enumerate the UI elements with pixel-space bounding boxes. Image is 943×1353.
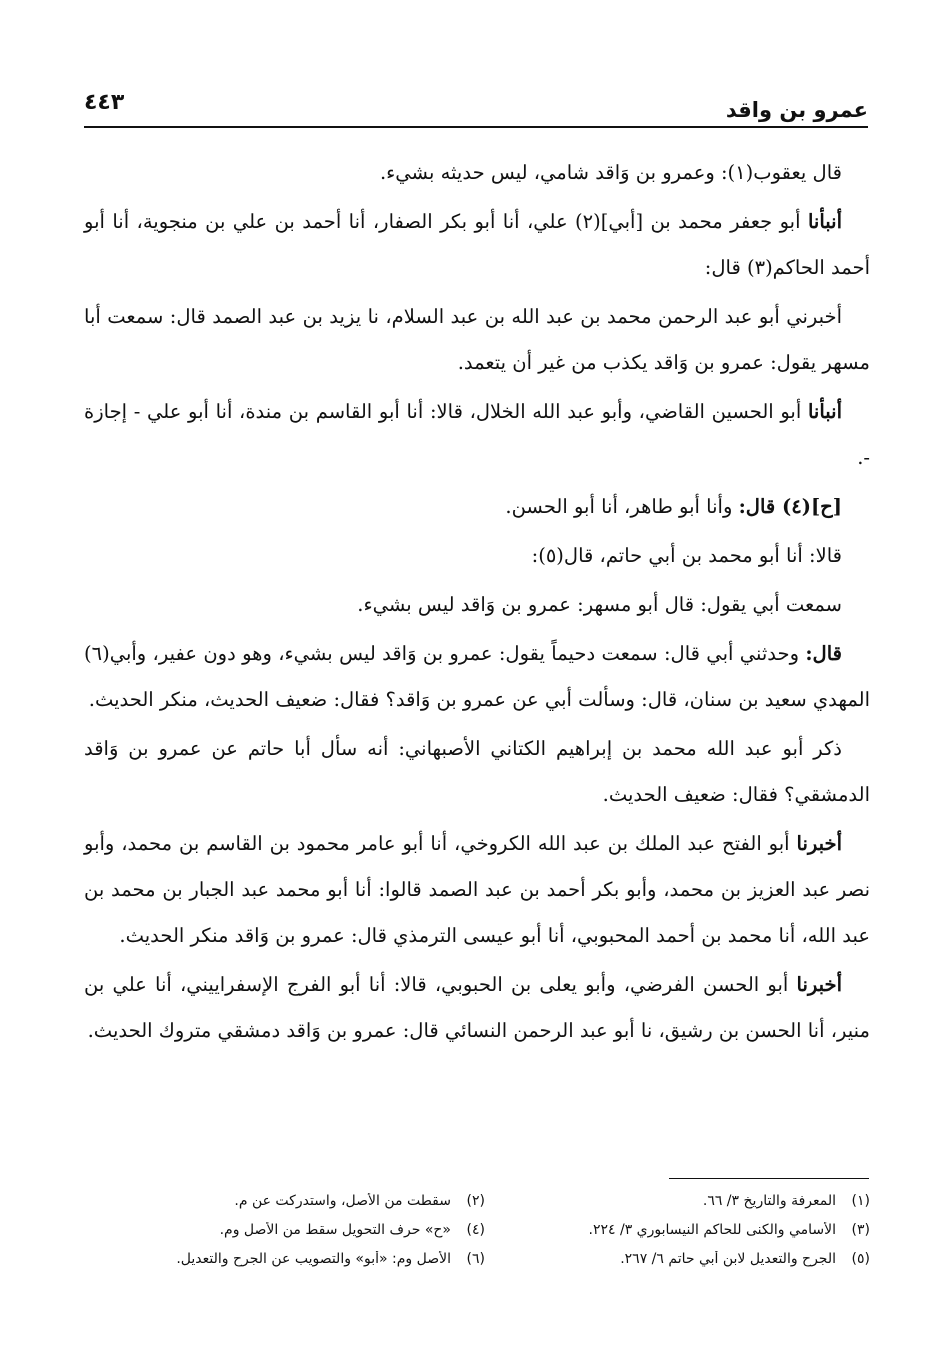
paragraph-text: سمعت أبي يقول: قال أبو مسهر: عمرو بن وَاقد ليس بشيء. (357, 593, 842, 616)
paragraph-text: أخبرني أبو عبد الرحمن محمد بن عبد الله بن عبد السلام، نا يزيد بن عبد الصمد قال: سمعت أبا مسهر يقول: عمرو بن وَاقد يكذب من غير أن يتعمد. (84, 305, 870, 374)
footnote-number: (٦) (466, 1250, 485, 1267)
paragraph (84, 631, 870, 723)
footnote (100, 1222, 485, 1238)
paragraph (84, 484, 870, 530)
paragraph (84, 962, 870, 1054)
paragraph (84, 199, 870, 291)
footnote-number: (١) (851, 1192, 870, 1209)
paragraph-lead: [ح](٤) قال: (738, 495, 842, 518)
footnote (485, 1193, 870, 1209)
paragraph (84, 582, 870, 628)
paragraph (84, 726, 870, 818)
footnote-text: «ح» حرف التحويل سقط من الأصل وم. (219, 1221, 451, 1238)
footnote-row (100, 1244, 870, 1273)
paragraph-text: أبو الحسن الفرضي، وأبو يعلى بن الحبوبي، قالا: أنا أبو الفرج الإسفراييني، أنا علي بن منير، أنا الحسن بن رشيق، نا أبو عبد الرحمن النسائي قال: عمرو بن وَاقد دمشقي متروك الحديث. (84, 973, 870, 1042)
paragraph-text: أبو جعفر محمد بن [أبي](٢) علي، أنا أبو بكر الصفار، أنا أحمد بن علي بن منجوية، أنا أبو أحمد الحاكم(٣) قال: (84, 210, 870, 279)
footnote-row (100, 1215, 870, 1244)
footnote-row (100, 1186, 870, 1215)
footnote (485, 1251, 870, 1267)
footnote-separator (669, 1178, 869, 1179)
footnote-text: الأسامي والكنى للحاكم النيسابوري ٣/ ٢٢٤. (588, 1221, 836, 1238)
paragraph-text: وأنا أبو طاهر، أنا أبو الحسن. (505, 495, 739, 518)
paragraph (84, 150, 870, 196)
footnote-text: الجرح والتعديل لابن أبي حاتم ٦/ ٢٦٧. (620, 1250, 836, 1267)
footnote-number: (٢) (466, 1192, 485, 1209)
paragraph-text: ذكر أبو عبد الله محمد بن إبراهيم الكتاني الأصبهاني: أنه سأل أبا حاتم عن عمرو بن وَاقد الدمشقي؟ فقال: ضعيف الحديث. (84, 737, 870, 806)
paragraph-lead: أخبرنا (796, 832, 842, 855)
paragraph-text: أبو الحسين القاضي، وأبو عبد الله الخلال، قالا: أنا أبو القاسم بن مندة، أنا أبو علي - إجازة -. (84, 400, 870, 469)
main-text (84, 150, 870, 1057)
footnote-text: المعرفة والتاريخ ٣/ ٦٦. (702, 1192, 836, 1209)
header-rule (84, 126, 868, 128)
footnote-number: (٥) (851, 1250, 870, 1267)
paragraph-lead: أخبرنا (796, 973, 842, 996)
footnote (100, 1251, 485, 1267)
paragraph (84, 533, 870, 579)
paragraph-text: وحدثني أبي قال: سمعت دحيماً يقول: عمرو بن وَاقد ليس بشيء، وهو دون عفير، وأبي(٦) المهدي سعيد بن سنان، قال: وسألت أبي عن عمرو بن وَاقد؟ فقال: ضعيف الحديث، منكر الحديث. (84, 642, 870, 711)
paragraph-text: قال يعقوب(١): وعمرو بن وَاقد شامي، ليس حديثه بشيء. (379, 161, 842, 184)
running-title: عمرو بن واقد (725, 98, 868, 122)
paragraph-text: أبو الفتح عبد الملك بن عبد الله الكروخي، أنا أبو عامر محمود بن القاسم بن محمد، وأبو نصر عبد العزيز بن محمد، وأبو بكر أحمد بن عبد الصمد قالوا: أنا أبو محمد عبد الجبار بن محمد بن عبد الله، أنا محمد بن أحمد المحبوبي، أنا أبو عيسى الترمذي قال: عمرو بن وَاقد منكر الحديث. (84, 832, 870, 947)
paragraph-lead: أنبأنا (807, 210, 842, 233)
footnote-number: (٤) (466, 1221, 485, 1238)
paragraph (84, 389, 870, 481)
page-header (84, 84, 868, 128)
paragraph-text: قالا: أنا أبو محمد بن أبي حاتم، قال(٥): (531, 544, 842, 567)
paragraph (84, 821, 870, 959)
paragraph-lead: أنبأنا (807, 400, 842, 423)
footnote (100, 1193, 485, 1209)
paragraph (84, 294, 870, 386)
footnote-number: (٣) (851, 1221, 870, 1238)
footnotes (100, 1186, 870, 1273)
footnote-text: سقطت من الأصل، واستدركت عن م. (234, 1192, 451, 1209)
footnote-text: الأصل وم: «أبو» والتصويب عن الجرح والتعديل. (176, 1250, 451, 1267)
footnote (485, 1222, 870, 1238)
page-number: ٤٤٣ (84, 90, 125, 115)
paragraph-lead: قال: (805, 642, 842, 665)
